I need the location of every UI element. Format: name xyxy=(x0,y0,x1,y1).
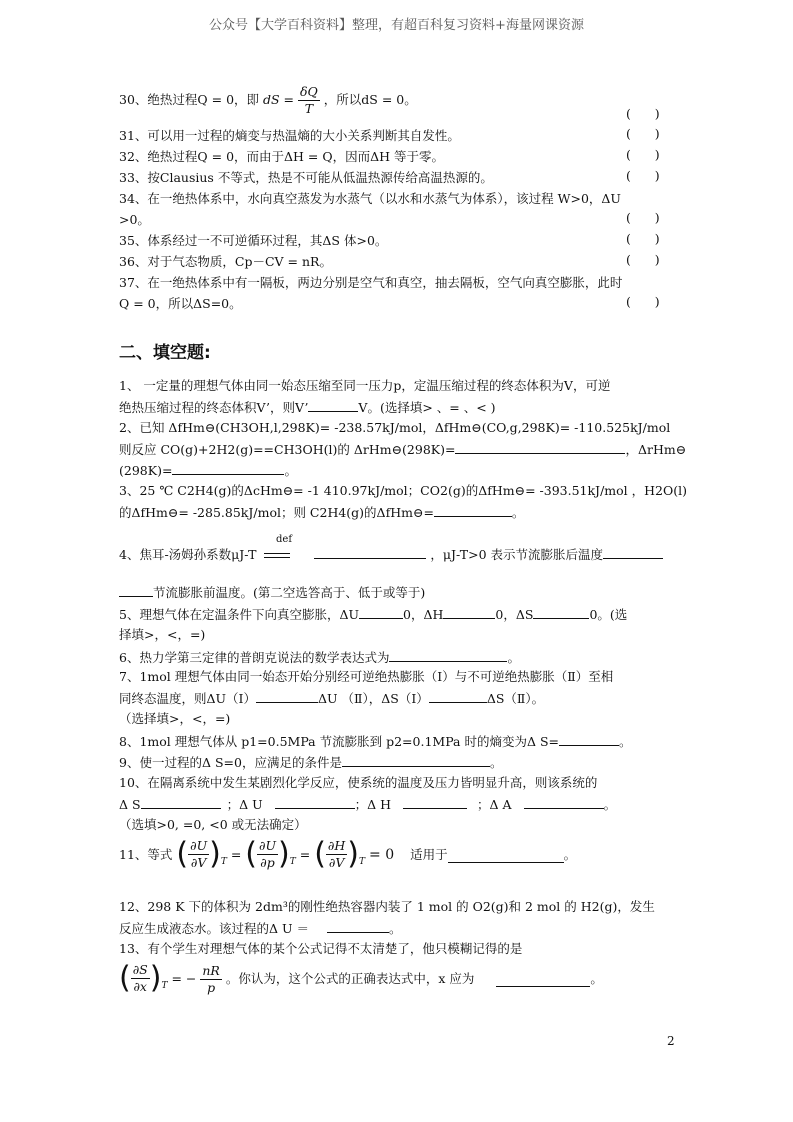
fill-4-blank-1[interactable] xyxy=(314,544,426,559)
page-header-watermark: 公众号【大学百科资料】整理，有超百科复习资料+海量网课资源 xyxy=(209,18,584,33)
fill-4-blank-2[interactable] xyxy=(603,544,663,559)
question-32: 32、绝热过程Q = 0，而由于ΔH = Q，因而ΔH 等于零。 xyxy=(119,149,445,164)
fill-7-line1: 7、1mol 理想气体由同一始态开始分别经可逆绝热膨胀（Ⅰ）与不可逆绝热膨胀（Ⅱ）至相 xyxy=(119,669,614,684)
fill-4-blank-3[interactable] xyxy=(119,582,153,597)
fill-2-blank-1[interactable] xyxy=(455,439,625,454)
section-title-fill-in: 二、填空题: xyxy=(119,343,211,363)
fill-13-line1: 13、有个学生对理想气体的某个公式记得不太清楚了，他只模糊记得的是 xyxy=(119,941,523,956)
question-34: 34、在一绝热体系中，水向真空蒸发为水蒸气（以水和水蒸气为体系），该过程 W>0，ΔU xyxy=(119,191,621,206)
fill-12-blank[interactable] xyxy=(327,918,389,933)
question-35: 35、体系经过一不可逆循环过程，其ΔS 体>0。 xyxy=(119,233,388,248)
fill-5-blank-1[interactable] xyxy=(359,604,403,619)
answer-paren-30[interactable]: ( ) xyxy=(626,106,660,121)
partial-derivative-u-v: ( $\frac{\partial U}{\partial V}$ )$_T$ xyxy=(176,836,227,872)
page-number: 2 xyxy=(667,1034,675,1048)
fill-7-line3: （选择填>，<，=) xyxy=(119,711,231,726)
answer-paren-37[interactable]: ( ) xyxy=(626,294,660,309)
fill-12-line2: 反应生成液态水。该过程的Δ U ＝ 。 xyxy=(119,918,679,939)
partial-derivative-u-p: ( $\frac{\partial U}{\partial p}$ )$_T$ xyxy=(245,836,296,872)
fill-12-line1: 12、298 K 下的体积为 2dm³的刚性绝热容器内装了 1 mol 的 O2(g)和 2 mol 的 H2(g)，发生 xyxy=(119,899,655,914)
fill-6-blank[interactable] xyxy=(389,647,507,662)
fill-1-line1: 1、 一定量的理想气体由同一始态压缩至同一压力p，定温压缩过程的终态体积为V，可逆 xyxy=(119,378,611,393)
answer-paren-35[interactable]: ( ) xyxy=(626,231,660,246)
fill-11-blank[interactable] xyxy=(448,848,564,863)
question-36: 36、对于气态物质，Cp－CV = nR。 xyxy=(119,254,332,269)
fill-5-line2: 择填>，<，=) xyxy=(119,627,206,642)
question-31: 31、可以用一过程的熵变与热温熵的大小关系判断其自发性。 xyxy=(119,128,460,143)
answer-paren-36[interactable]: ( ) xyxy=(626,252,660,267)
fill-4-line2: 节流膨胀前温度。(第二空选答高于、低于或等于) xyxy=(119,582,679,603)
fill-5-blank-3[interactable] xyxy=(533,604,589,619)
fill-10-line3: （选填>0, =0, <0 或无法确定） xyxy=(119,817,307,832)
fill-7-blank-1[interactable] xyxy=(256,688,318,703)
fill-10-blank-4[interactable] xyxy=(524,794,604,809)
fill-9-blank[interactable] xyxy=(342,752,490,767)
question-30: 30、绝热过程Q = 0，即 dS = $\frac{\delta Q}{T}$ ，所以dS = 0。 xyxy=(119,84,417,116)
fill-10-blank-1[interactable] xyxy=(141,794,221,809)
fill-8-line: 8、1mol 理想气体从 p1=0.5MPa 节流膨胀到 p2=0.1MPa 时的熵变为Δ S= 。 xyxy=(119,731,679,752)
question-34-cont: >0。 xyxy=(119,212,150,227)
fill-6-line: 6、热力学第三定律的普朗克说法的数学表达式为 。 xyxy=(119,647,679,668)
defined-as-symbol xyxy=(264,553,290,558)
fill-3-line1: 3、25 ℃ C2H4(g)的ΔcHm⊖= -1 410.97kJ/mol；CO2(g)的ΔfHm⊖= -393.51kJ/mol ，H2O(l) xyxy=(119,483,687,498)
fill-2-line2: 则反应 CO(g)+2H2(g)==CH3OH(l)的 ΔrHm⊖(298K)= ，ΔrHm⊖ xyxy=(119,439,679,460)
fill-10-line1: 10、在隔离系统中发生某剧烈化学反应，使系统的温度及压力皆明显升高，则该系统的 xyxy=(119,775,598,790)
fill-13-line2: ( $\frac{\partial S}{\partial x}$ )$_T$ = − $\frac{nR}{p}$ 。你认为，这个公式的正确表达式中，x 应为 。 xyxy=(119,960,603,996)
fill-5-line1: 5、理想气体在定温条件下向真空膨胀，ΔU 0，ΔH 0，ΔS 0。(选 xyxy=(119,604,679,625)
answer-paren-31[interactable]: ( ) xyxy=(626,126,660,141)
question-37: 37、在一绝热体系中有一隔板，两边分别是空气和真空，抽去隔板，空气向真空膨胀，此时 xyxy=(119,275,623,290)
question-33: 33、按Clausius 不等式，热是不可能从低温热源传给高温热源的。 xyxy=(119,170,493,185)
nr-over-p: $\frac{nR}{p}$ xyxy=(202,962,220,995)
fill-7-line2: 同终态温度，则ΔU（Ⅰ） ΔU （Ⅱ），ΔS（Ⅰ） ΔS（Ⅱ）。 xyxy=(119,688,679,709)
fill-7-blank-2[interactable] xyxy=(429,688,487,703)
fill-10-line2: Δ S ；Δ U ；Δ H ；Δ A 。 xyxy=(119,794,679,815)
fill-3-line2: 的ΔfHm⊖= -285.85kJ/mol；则 C2H4(g)的ΔfHm⊖= 。 xyxy=(119,502,679,523)
fill-8-blank[interactable] xyxy=(559,731,619,746)
answer-paren-32[interactable]: ( ) xyxy=(626,147,660,162)
fill-11-line: 11、等式 ( $\frac{\partial U}{\partial V}$ )$_T$ = ( $\frac{\partial U}{\partial p}$ )$_T$ = ( $\frac{\partial H}{\partial V}$ )$_T = 0$ 适用于 。 xyxy=(119,836,577,872)
fill-4-line1: 4、焦耳-汤姆孙系数μJ-T ，μJ-T>0 表示节流膨胀后温度 xyxy=(119,544,679,565)
fill-1-blank[interactable] xyxy=(308,397,358,412)
fill-13-blank[interactable] xyxy=(496,972,590,987)
answer-paren-33[interactable]: ( ) xyxy=(626,168,660,183)
fill-2-blank-2[interactable] xyxy=(172,460,284,475)
fill-5-blank-2[interactable] xyxy=(443,604,495,619)
fill-10-blank-3[interactable] xyxy=(403,794,467,809)
fill-2-line3: (298K)= 。 xyxy=(119,460,679,481)
answer-paren-34[interactable]: ( ) xyxy=(626,210,660,225)
fill-3-blank[interactable] xyxy=(434,502,512,517)
fill-9-line: 9、使一过程的Δ S=0，应满足的条件是 。 xyxy=(119,752,679,773)
fill-10-blank-2[interactable] xyxy=(275,794,355,809)
fill-1-line2: 绝热压缩过程的终态体积V’，则V’ V。(选择填> 、= 、< ) xyxy=(119,397,679,418)
fill-2-line1: 2、已知 ΔfHm⊖(CH3OH,l,298K)= -238.57kJ/mol，ΔfHm⊖(CO,g,298K)= -110.525kJ/mol xyxy=(119,420,671,435)
question-37-cont: Q = 0，所以ΔS=0。 xyxy=(119,296,242,311)
partial-derivative-s-x: ( $\frac{\partial S}{\partial x}$ )$_T$ xyxy=(119,960,168,996)
partial-derivative-h-v: ( $\frac{\partial H}{\partial V}$ )$_T$ xyxy=(314,836,366,872)
